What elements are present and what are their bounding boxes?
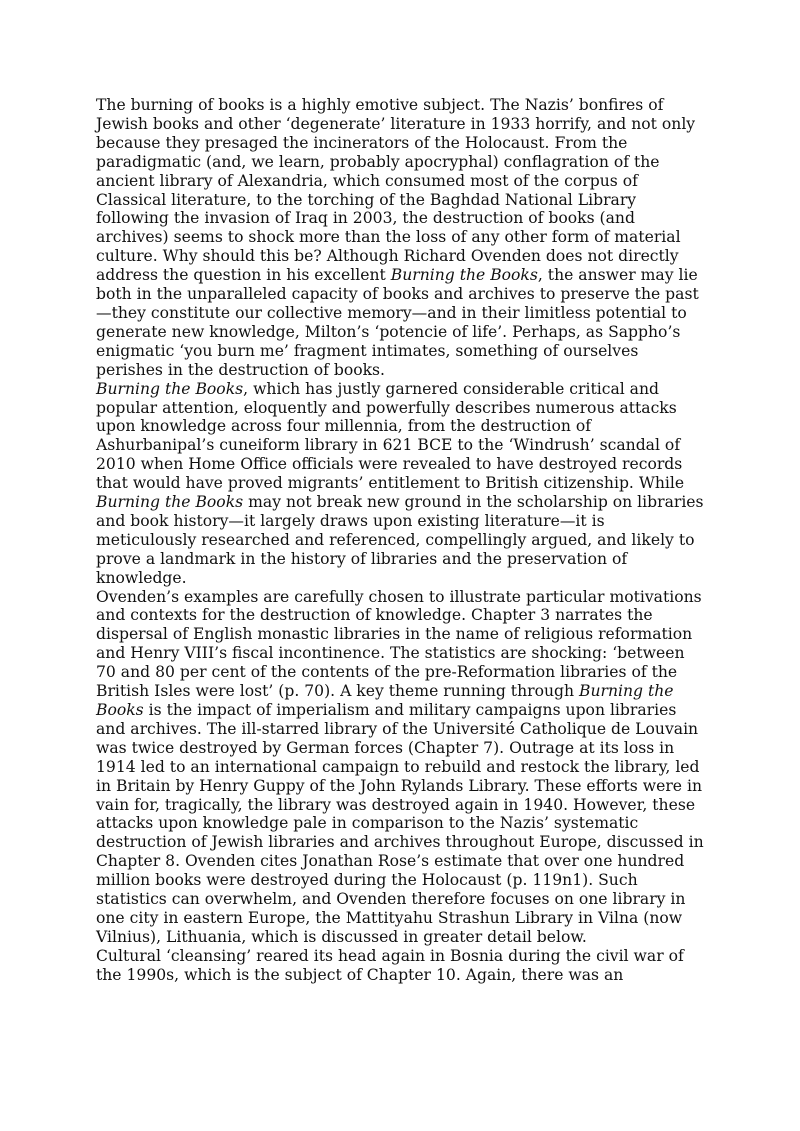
paragraph-text: , which has justly garnered considerable critical and popular attention, eloquently and powerfully describes numerous attacks upon knowledge across four millennia, from the destruction of Ashurbanipal’s cuneiform library in 621 BCE to the ‘Windrush’ scandal of 2010 when Home Office officials were revealed to have destroyed records that would have proved migrants’ entitlement to British citizenship. While — [96, 379, 685, 493]
paragraph-3 — [96, 588, 704, 947]
paragraph-2 — [96, 380, 704, 588]
book-title: Burning the Books — [390, 266, 538, 285]
document-page — [96, 96, 704, 985]
paragraph-text: Cultural ‘cleansing’ reared its head again in Bosnia during the civil war of the 1990s, which is the subject of Chapter 10. Again, there was an — [96, 946, 684, 984]
paragraph-1 — [96, 96, 704, 380]
paragraph-text: is the impact of imperialism and military campaigns upon libraries and archives. The ill-starred library of the Université Catholique de Louvain was twice destroyed by German forces (Chapter 7). Outrage at its loss in 1914 led to an international campaign to rebuild and restock the library, led in Britain by Henry Guppy of the John Rylands Library. These efforts were in vain for, tragically, the library was destroyed again in 1940. However, these attacks upon knowledge pale in comparison to the Nazis’ systematic destruction of Jewish libraries and archives throughout Europe, discussed in Chapter 8. Ovenden cites Jonathan Rose’s estimate that over one hundred million books were destroyed during the Holocaust (p. 119n1). Such statistics can overwhelm, and Ovenden therefore focuses on one library in one city in eastern Europe, the Mattityahu Strashun Library in Vilna (now Vilnius), Lithuania, which is discussed in greater detail below. — [96, 701, 704, 946]
paragraph-text: The burning of books is a highly emotive subject. The Nazis’ bonfires of Jewish books and other ‘degenerate’ literature in 1933 horrify, and not only because they presaged the incinerators of the Holocaust. From the paradigmatic (and, we learn, probably apocryphal) conflagration of the ancient library of Alexandria, which consumed most of the corpus of Classical literature, to the torching of the Baghdad National Library following the invasion of Iraq in 2003, the destruction of books (and archives) seems to shock more than the loss of any other form of material culture. Why should this be? Although Richard Ovenden does not directly address the question in his excellent — [96, 96, 696, 285]
book-title: Burning the Books — [96, 379, 244, 398]
book-title: Burning the Books — [96, 682, 674, 719]
paragraph-text: , the answer may lie both in the unparalleled capacity of books and archives to preserve the past—they constitute our collective memory—and in their limitless potential to generate new knowledge, Milton’s ‘potencie of life’. Perhaps, as Sappho’s enigmatic ‘you burn me’ fragment intimates, something of ourselves perishes in the destruction of books. — [96, 266, 699, 379]
book-title: Burning the Books — [96, 493, 244, 512]
paragraph-4 — [96, 947, 704, 985]
paragraph-text: may not break new ground in the scholarship on libraries and book history—it largely draws upon existing literature—it is meticulously researched and referenced, compellingly argued, and likely to prove a landmark in the history of libraries and the preservation of knowledge. — [96, 493, 704, 587]
paragraph-text: Ovenden’s examples are carefully chosen to illustrate particular motivations and contexts for the destruction of knowledge. Chapter 3 narrates the dispersal of English monastic libraries in the name of religious reformation and Henry VIII’s fiscal incontinence. The statistics are shocking: ‘between 70 and 80 per cent of the contents of the pre-Reformation libraries of the British Isles were lost’ (p. 70). A key theme running through — [96, 587, 702, 701]
